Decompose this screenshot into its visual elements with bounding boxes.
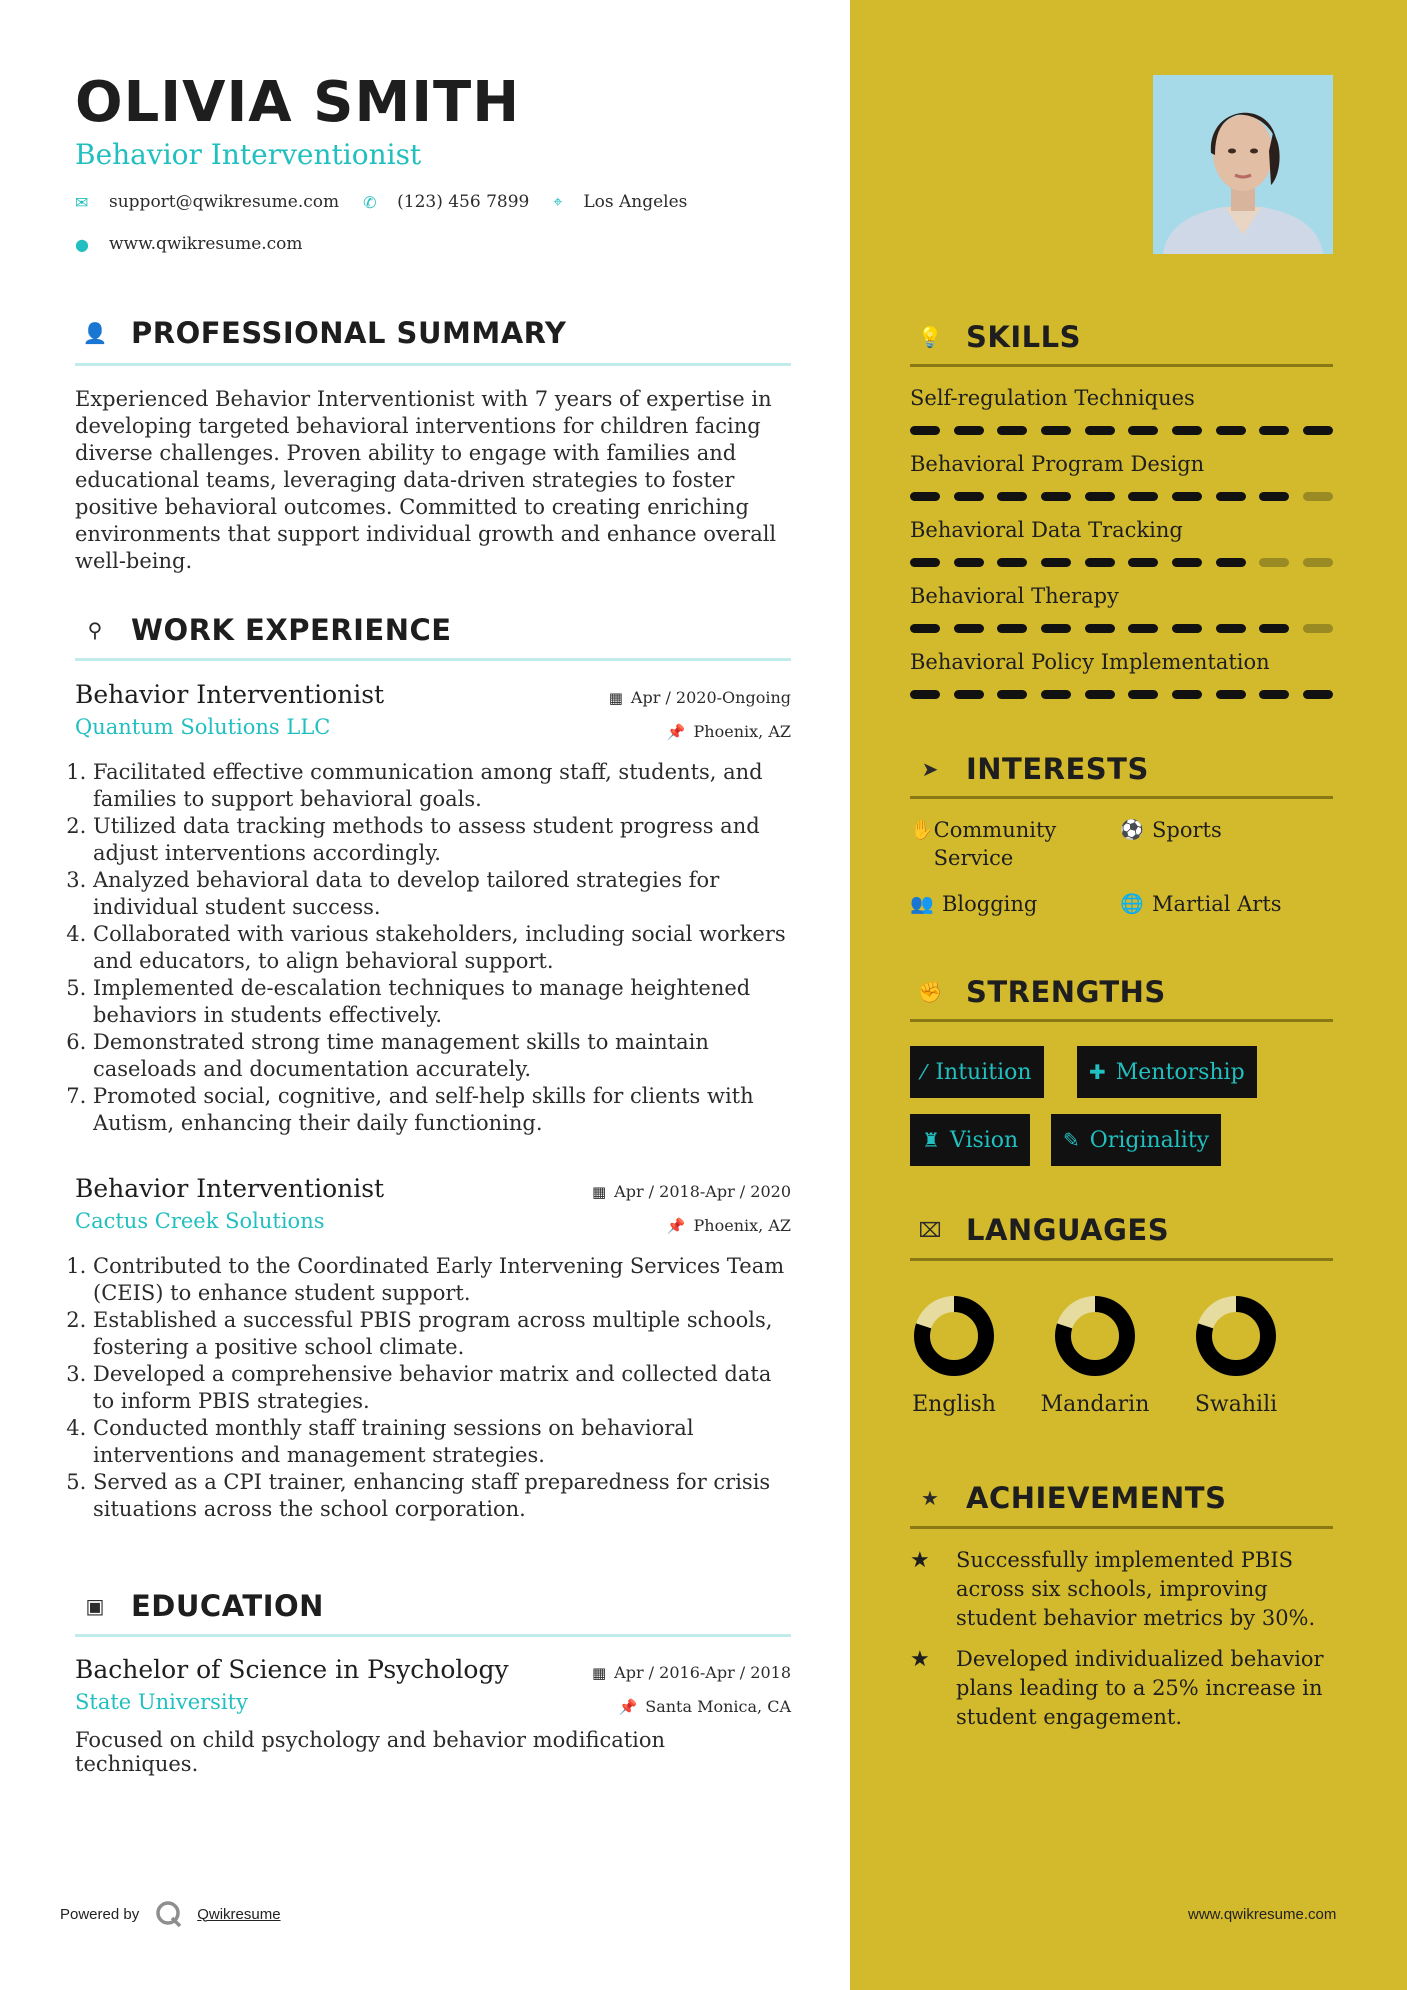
interest-item: ✋ Community Service	[910, 818, 1057, 870]
candidate-title: Behavior Interventionist	[75, 138, 422, 171]
globe-icon: ●	[75, 234, 89, 254]
map-marker-icon: ⌖	[553, 192, 563, 211]
skill-level-dash	[954, 492, 984, 501]
skill-level-dash	[1128, 690, 1158, 699]
candidate-name: OLIVIA SMITH	[75, 70, 521, 135]
strength-badge: ✎ Originality	[1051, 1114, 1221, 1166]
language-item	[1176, 1294, 1296, 1417]
location-text: Los Angeles	[583, 192, 688, 212]
list-item: 3. Analyzed behavioral data to develop tailored strategies for individual student success.	[93, 867, 791, 921]
skill-level-dash	[997, 426, 1027, 435]
job-bullets	[75, 1253, 791, 1523]
paper-plane-icon: ➤	[921, 757, 939, 781]
list-item: 4. Conducted monthly staff training sessions on behavioral interventions and management strategies.	[93, 1415, 791, 1469]
achievement-item: ★ Developed individualized behavior plans leading to a 25% increase in student engagement.	[910, 1645, 1333, 1732]
skill-name: Self-regulation Techniques	[910, 386, 1195, 410]
list-item: 5. Implemented de-escalation techniques to manage heightened behaviors in students effectively.	[93, 975, 791, 1029]
language-ring	[1194, 1294, 1278, 1378]
education-date: ▦ Apr / 2016-Apr / 2018	[591, 1663, 791, 1682]
strength-badge: ⁄ Intuition	[910, 1046, 1044, 1098]
brand-link[interactable]: Qwikresume	[197, 1905, 281, 1923]
footer-powered	[60, 1900, 281, 1928]
interest-item: ⚽ Sports	[1120, 818, 1222, 842]
education-location: 📌 Santa Monica, CA	[618, 1697, 791, 1716]
summary-title: PROFESSIONAL SUMMARY	[131, 316, 567, 350]
summary-text: Experienced Behavior Interventionist with 7 years of expertise in developing targeted behavioral interventions for children facing diverse challenges. Proven ability to engage with families and educational teams, leveraging data-driven strategies to foster positive behavioral outcomes. Committed to creating enriching environments that support individual growth and enhance overall well-being.	[75, 387, 777, 573]
interests-title: INTERESTS	[966, 752, 1149, 786]
interests-heading	[910, 749, 1149, 789]
interests-divider	[910, 796, 1333, 799]
soccer-ball-icon: ⚽	[1120, 819, 1144, 841]
job-location: 📌 Phoenix, AZ	[666, 1216, 791, 1235]
skill-level-dash	[1216, 426, 1246, 435]
skill-name: Behavioral Program Design	[910, 452, 1205, 476]
skill-level-dash	[1259, 558, 1289, 567]
list-item: 3. Developed a comprehensive behavior matrix and collected data to inform PBIS strategies.	[93, 1361, 791, 1415]
skill-level-dash	[1216, 558, 1246, 567]
languages-title: LANGUAGES	[966, 1213, 1170, 1247]
calendar-icon: ▦	[591, 1664, 607, 1682]
pin-icon: 📌	[666, 1217, 686, 1235]
skill-level-dash	[1041, 492, 1071, 501]
job-date: ▦ Apr / 2018-Apr / 2020	[591, 1182, 791, 1201]
skill-level-dash	[1128, 558, 1158, 567]
skill-item	[910, 584, 1333, 633]
list-item: 1. Facilitated effective communication among staff, students, and families to support behavioral goals.	[93, 759, 791, 813]
website-row	[75, 234, 327, 254]
skill-level-dash	[1041, 690, 1071, 699]
powered-by-text: Powered by	[60, 1905, 140, 1923]
job-entry	[75, 680, 791, 1137]
skill-level-dash	[1172, 558, 1202, 567]
list-item: 6. Demonstrated strong time management skills to maintain caseloads and documentation accurately.	[93, 1029, 791, 1083]
skill-level-dash	[1041, 426, 1071, 435]
website-text[interactable]: www.qwikresume.com	[109, 234, 303, 254]
qwikresume-logo-icon	[155, 1900, 183, 1928]
calendar-icon: ▦	[608, 689, 623, 707]
job-company: Quantum Solutions LLC	[75, 715, 331, 739]
skill-name: Behavioral Policy Implementation	[910, 650, 1270, 674]
skill-level-bar	[910, 492, 1333, 501]
language-name: Swahili	[1194, 1392, 1278, 1417]
education-heading	[75, 1586, 324, 1626]
skill-level-dash	[1216, 690, 1246, 699]
skill-level-dash	[954, 690, 984, 699]
star-icon: ★	[910, 1548, 930, 1573]
skill-level-bar	[910, 624, 1333, 633]
skill-level-dash	[1303, 690, 1333, 699]
translate-icon: ⌧	[918, 1218, 942, 1242]
achievements-heading	[910, 1478, 1226, 1518]
skill-level-dash	[1085, 492, 1115, 501]
experience-heading	[75, 610, 452, 650]
degree: Bachelor of Science in Psychology	[75, 1655, 509, 1684]
skill-level-dash	[910, 426, 940, 435]
skill-level-dash	[1085, 690, 1115, 699]
skill-name: Behavioral Data Tracking	[910, 518, 1183, 542]
education-entry	[75, 1655, 791, 1776]
skill-level-dash	[1216, 492, 1246, 501]
job-location: 📌 Phoenix, AZ	[666, 722, 791, 741]
language-name: Mandarin	[1040, 1392, 1150, 1417]
skill-level-dash	[1172, 624, 1202, 633]
skill-level-dash	[1085, 558, 1115, 567]
skill-level-dash	[1216, 624, 1246, 633]
skill-item	[910, 386, 1333, 435]
skill-level-dash	[1128, 624, 1158, 633]
contact-row	[75, 192, 711, 212]
strength-badge: ✚ Mentorship	[1077, 1046, 1257, 1098]
list-item: 4. Collaborated with various stakeholders, including social workers and educators, to align behavioral support.	[93, 921, 791, 975]
star-icon: ★	[910, 1647, 930, 1672]
skill-level-dash	[1128, 492, 1158, 501]
hand-heart-icon: ✋	[910, 819, 934, 841]
language-name: English	[912, 1392, 996, 1417]
strength-badge: ♜ Vision	[910, 1114, 1030, 1166]
skill-name: Behavioral Therapy	[910, 584, 1119, 608]
skill-item	[910, 518, 1333, 567]
skill-level-dash	[997, 624, 1027, 633]
skill-level-dash	[910, 558, 940, 567]
skill-level-dash	[910, 690, 940, 699]
job-company: Cactus Creek Solutions	[75, 1209, 325, 1233]
skill-level-dash	[954, 426, 984, 435]
globe-icon: 🌐	[1120, 893, 1144, 915]
skills-divider	[910, 364, 1333, 367]
strengths-divider	[910, 1019, 1333, 1022]
calendar-icon: ▦	[591, 1183, 607, 1201]
job-entry	[75, 1174, 791, 1523]
skills-title: SKILLS	[966, 320, 1081, 354]
profile-photo	[1153, 75, 1333, 254]
summary-heading	[75, 313, 566, 353]
skill-level-dash	[1303, 558, 1333, 567]
user-icon: 👤	[82, 321, 108, 345]
skills-heading	[910, 317, 1081, 357]
skill-level-dash	[1041, 558, 1071, 567]
languages-heading	[910, 1210, 1169, 1250]
achievements-title: ACHIEVEMENTS	[966, 1481, 1227, 1515]
skill-level-dash	[954, 558, 984, 567]
strengths-heading	[910, 972, 1166, 1012]
summary-divider	[75, 363, 791, 366]
phone-text: (123) 456 7899	[397, 192, 530, 212]
skill-level-dash	[1085, 426, 1115, 435]
language-ring	[1053, 1294, 1137, 1378]
skill-level-dash	[1303, 492, 1333, 501]
interest-item: 👥 Blogging	[910, 892, 1038, 916]
binoculars-icon: ♜	[922, 1128, 940, 1152]
star-icon: ★	[921, 1486, 939, 1510]
strengths-title: STRENGTHS	[966, 975, 1166, 1009]
phone-icon: ✆	[363, 192, 377, 212]
magic-wand-icon: ⁄	[922, 1060, 926, 1084]
list-item: 2. Established a successful PBIS program across multiple schools, fostering a positive school climate.	[93, 1307, 791, 1361]
skill-level-dash	[1041, 624, 1071, 633]
skill-level-dash	[1259, 492, 1289, 501]
skill-item	[910, 452, 1333, 501]
skill-level-dash	[1172, 690, 1202, 699]
skill-level-dash	[954, 624, 984, 633]
language-item	[894, 1294, 1014, 1417]
skill-level-dash	[997, 492, 1027, 501]
achievements-divider	[910, 1526, 1333, 1529]
pin-icon: 📌	[666, 723, 686, 741]
skill-level-dash	[997, 558, 1027, 567]
skill-level-bar	[910, 426, 1333, 435]
language-item	[1035, 1294, 1155, 1417]
envelope-icon: ✉	[75, 192, 89, 212]
hand-icon: ✊	[917, 980, 943, 1004]
lightbulb-icon: 💡	[917, 325, 943, 349]
skill-level-dash	[997, 690, 1027, 699]
graduation-icon: ▣	[85, 1594, 105, 1618]
achievement-item: ★ Successfully implemented PBIS across six schools, improving student behavior metrics by 30%.	[910, 1546, 1333, 1633]
interest-item: 🌐 Martial Arts	[1120, 892, 1282, 916]
footer-website[interactable]: www.qwikresume.com	[1188, 1906, 1337, 1923]
job-title: Behavior Interventionist	[75, 1174, 385, 1203]
experience-divider	[75, 658, 791, 661]
job-title: Behavior Interventionist	[75, 680, 385, 709]
skill-level-dash	[1303, 426, 1333, 435]
job-bullets	[75, 759, 791, 1137]
skill-level-dash	[1259, 624, 1289, 633]
job-date: ▦ Apr / 2020-Ongoing	[608, 688, 791, 707]
skill-level-dash	[1172, 426, 1202, 435]
skill-level-dash	[1259, 690, 1289, 699]
skill-item	[910, 650, 1333, 699]
skill-level-dash	[910, 624, 940, 633]
pin-icon: 📌	[618, 1698, 638, 1716]
education-divider	[75, 1634, 791, 1637]
list-item: 1. Contributed to the Coordinated Early Intervening Services Team (CEIS) to enhance student support.	[93, 1253, 791, 1307]
skill-level-dash	[910, 492, 940, 501]
pencil-icon: ✎	[1063, 1128, 1080, 1152]
experience-title: WORK EXPERIENCE	[131, 613, 452, 647]
users-icon: 👥	[910, 893, 934, 915]
email-text[interactable]: support@qwikresume.com	[109, 192, 340, 212]
education-title: EDUCATION	[131, 1589, 324, 1623]
languages-divider	[910, 1258, 1333, 1261]
school: State University	[75, 1690, 248, 1714]
skill-level-bar	[910, 690, 1333, 699]
skill-level-dash	[1128, 426, 1158, 435]
skill-level-dash	[1259, 426, 1289, 435]
language-ring	[912, 1294, 996, 1378]
skill-level-bar	[910, 558, 1333, 567]
list-item: 5. Served as a CPI trainer, enhancing staff preparedness for crisis situations across the school corporation.	[93, 1469, 791, 1523]
education-description: Focused on child psychology and behavior modification techniques.	[75, 1728, 666, 1776]
skill-level-dash	[1172, 492, 1202, 501]
skill-level-dash	[1303, 624, 1333, 633]
list-item: 2. Utilized data tracking methods to assess student progress and adjust interventions accordingly.	[93, 813, 791, 867]
office-chair-icon: ⚲	[87, 618, 103, 642]
skill-level-dash	[1085, 624, 1115, 633]
list-item: 7. Promoted social, cognitive, and self-help skills for clients with Autism, enhancing their daily functioning.	[93, 1083, 791, 1137]
user-plus-icon: ✚	[1089, 1060, 1106, 1084]
